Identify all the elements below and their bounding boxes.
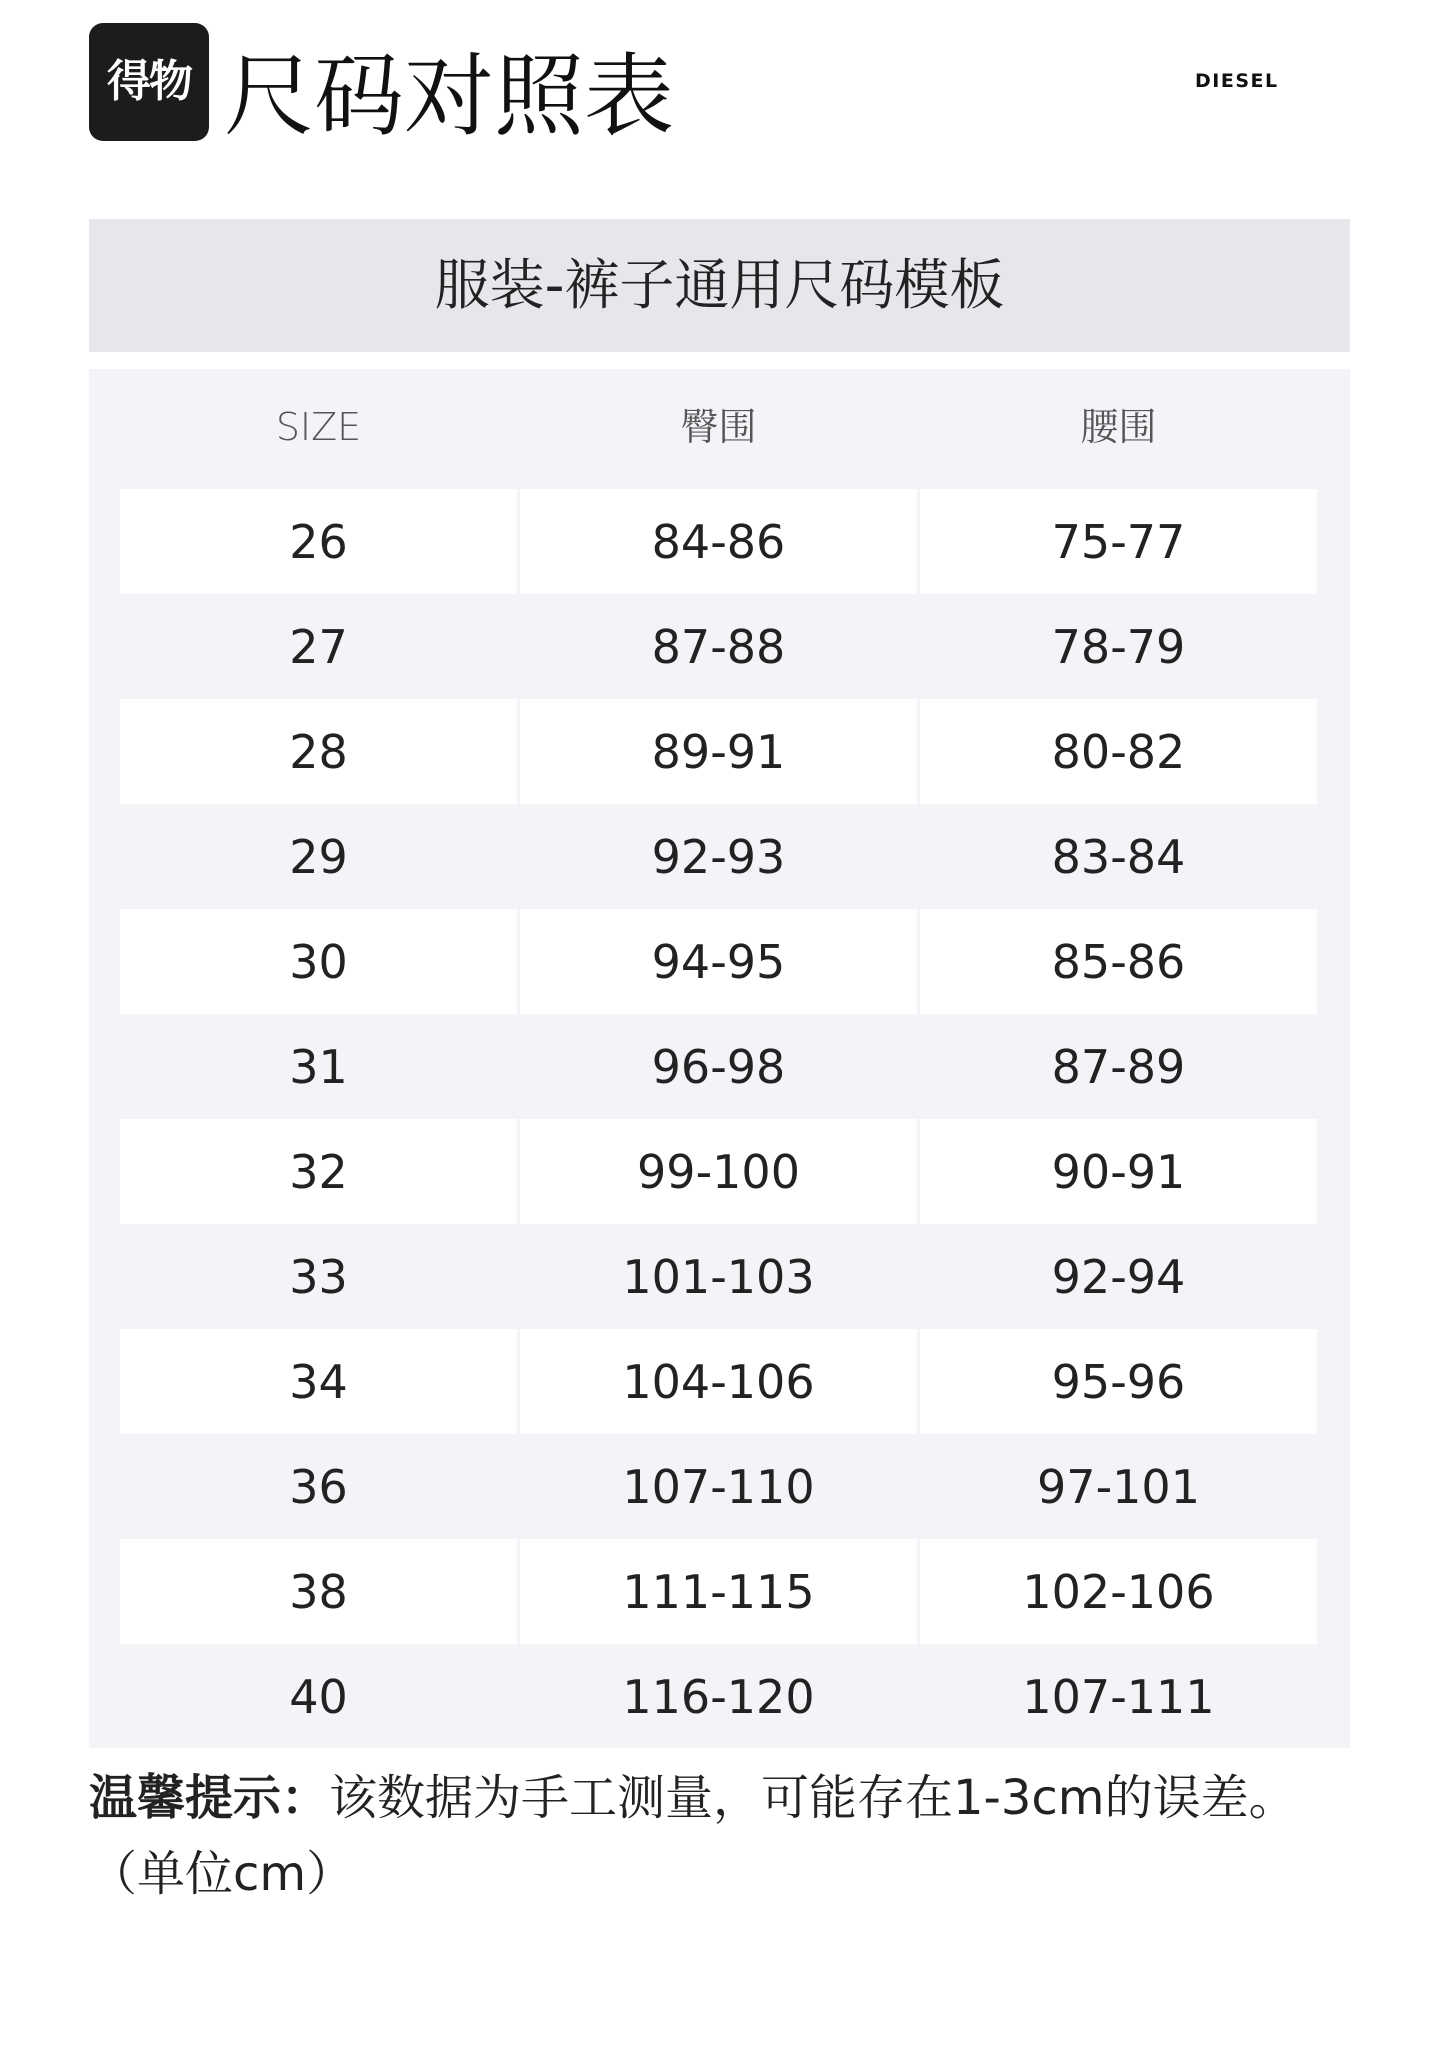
waist-cell: 95-96 (920, 1329, 1317, 1434)
waist-cell: 75-77 (920, 489, 1317, 594)
table-row (120, 909, 1317, 1014)
table-row (120, 699, 1317, 804)
column-header-size: SIZE (275, 405, 362, 449)
size-cell: 38 (120, 1539, 517, 1644)
table-row (120, 1644, 1317, 1749)
size-cell: 40 (289, 1669, 348, 1724)
page-title: 尺码对照表 (224, 44, 674, 149)
table-row (120, 1014, 1317, 1119)
size-cell: 30 (120, 909, 517, 1014)
table-row (120, 1539, 1317, 1644)
size-cell: 34 (120, 1329, 517, 1434)
waist-cell: 97-101 (1037, 1459, 1200, 1514)
table-row (120, 1119, 1317, 1224)
app-logo (89, 23, 209, 141)
chart-banner (89, 219, 1350, 352)
note-unit: （单位cm） (89, 1846, 355, 1902)
table-row (120, 594, 1317, 699)
measurement-note (89, 1760, 1389, 1912)
hip-cell: 89-91 (520, 699, 917, 804)
waist-cell: 83-84 (1051, 829, 1186, 884)
hip-cell: 94-95 (520, 909, 917, 1014)
hip-cell: 84-86 (520, 489, 917, 594)
waist-cell: 87-89 (1051, 1039, 1186, 1094)
waist-cell: 107-111 (1022, 1669, 1215, 1724)
hip-cell: 101-103 (622, 1249, 815, 1304)
size-cell: 26 (120, 489, 517, 594)
hip-cell: 87-88 (651, 619, 786, 674)
note-text: 该数据为手工测量，可能存在1-3cm的误差。 (329, 1770, 1297, 1826)
size-cell: 36 (289, 1459, 348, 1514)
table-row (120, 489, 1317, 594)
hip-cell: 99-100 (520, 1119, 917, 1224)
hip-cell: 104-106 (520, 1329, 917, 1434)
waist-cell: 92-94 (1051, 1249, 1186, 1304)
waist-cell: 85-86 (920, 909, 1317, 1014)
size-cell: 32 (120, 1119, 517, 1224)
table-row (120, 1224, 1317, 1329)
waist-cell: 102-106 (920, 1539, 1317, 1644)
hip-cell: 116-120 (622, 1669, 815, 1724)
hip-cell: 92-93 (651, 829, 786, 884)
table-row (120, 1434, 1317, 1539)
hip-cell: 96-98 (651, 1039, 786, 1094)
size-cell: 29 (289, 829, 348, 884)
table-row (120, 1329, 1317, 1434)
size-cell: 28 (120, 699, 517, 804)
size-cell: 31 (289, 1039, 348, 1094)
waist-cell: 80-82 (920, 699, 1317, 804)
hip-cell: 107-110 (622, 1459, 815, 1514)
note-label: 温馨提示： (89, 1770, 330, 1826)
hip-cell: 111-115 (520, 1539, 917, 1644)
size-table (89, 369, 1350, 1748)
chart-title: 服装-裤子通用尺码模板 (434, 253, 1005, 317)
table-row (120, 804, 1317, 909)
logo-text: 得物 (107, 56, 191, 107)
table-body (120, 489, 1317, 1749)
note-line (89, 1760, 1389, 1836)
table-header-row (120, 369, 1317, 489)
size-cell: 27 (289, 619, 348, 674)
column-header-waist: 腰围 (1080, 405, 1157, 449)
column-header-hip: 臀围 (680, 405, 757, 449)
waist-cell: 90-91 (920, 1119, 1317, 1224)
waist-cell: 78-79 (1051, 619, 1186, 674)
brand-logo: DIESEL (1195, 70, 1279, 92)
size-cell: 33 (289, 1249, 348, 1304)
